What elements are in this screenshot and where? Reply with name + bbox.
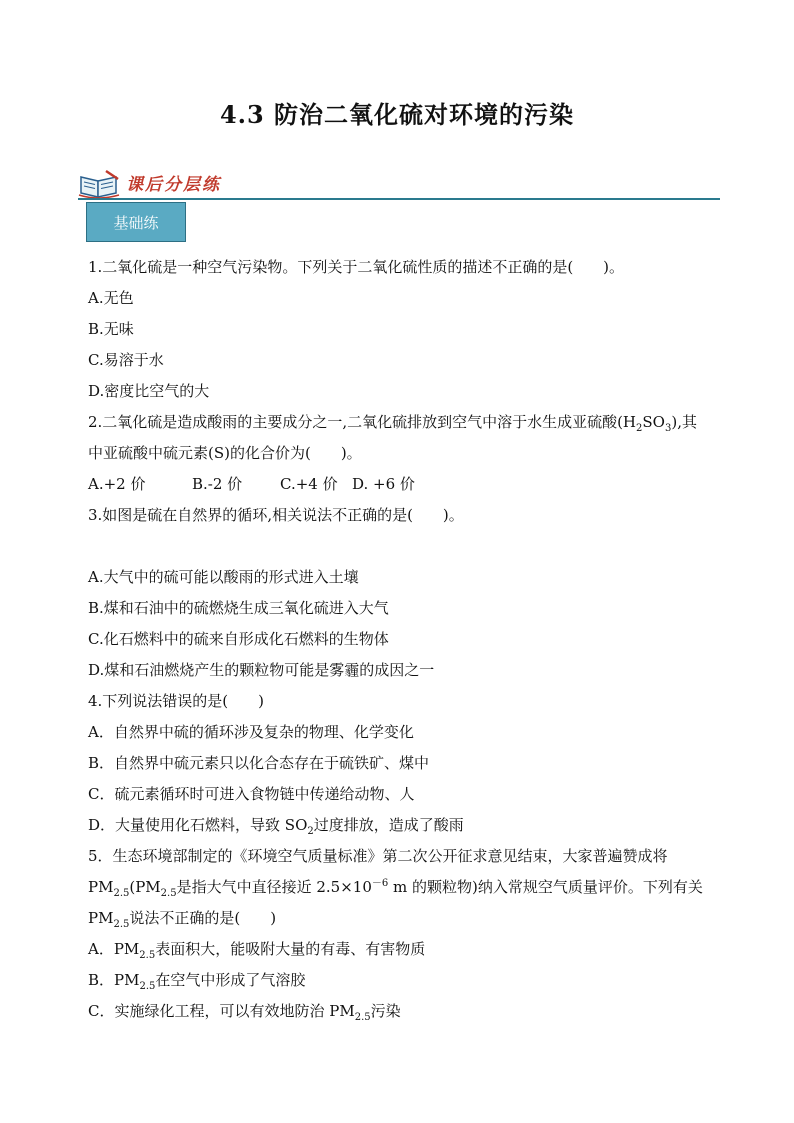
q5-sub: 2.5 — [113, 888, 130, 899]
section-header — [78, 163, 720, 201]
q1-option-d: D.密度比空气的大 — [88, 382, 210, 400]
q2-text: SO — [642, 413, 665, 431]
book-icon — [78, 169, 120, 199]
q3-option-b: B.煤和石油中的硫燃烧生成三氧化硫进入大气 — [88, 599, 389, 617]
q3-option-c: C.化石燃料中的硫来自形成化石燃料的生物体 — [88, 630, 389, 648]
q2-sub: 2 — [636, 423, 643, 434]
q5-stem-line1: 5．生态环境部制定的《环境空气质量标准》第二次公开征求意见结束，大家普遍赞成将 — [88, 847, 668, 865]
q5-text: PM — [88, 878, 114, 896]
q2-option-c: C.+4 价 — [280, 475, 338, 493]
q4-option-b: B．自然界中硫元素只以化合态存在于硫铁矿、煤中 — [88, 754, 430, 772]
q5-text: (PM — [129, 878, 161, 896]
q2-option-d: D. +6 价 — [352, 475, 415, 493]
q5-text: m 的颗粒物)纳入常规空气质量评价。下列有关 — [388, 878, 703, 896]
q5-text: 是指大气中直径接近 2.5×10 — [176, 878, 372, 896]
page-title: 4.3 防治二氧化硫对环境的污染 — [219, 100, 575, 129]
q2-options — [88, 469, 728, 500]
q5-option-a — [88, 934, 728, 965]
q4-option-c: C．硫元素循环时可进入食物链中传递给动物、人 — [88, 785, 415, 803]
q1-option-c: C.易溶于水 — [88, 351, 164, 369]
q5-text: 在空气中形成了气溶胶 — [155, 971, 306, 989]
q4-text: D．大量使用化石燃料，导致 SO — [88, 816, 308, 834]
q3-figure-space — [88, 531, 728, 562]
q2-stem-line2: 中亚硫酸中硫元素(S)的化合价为( )。 — [88, 444, 362, 462]
q2-text: 2.二氧化硫是造成酸雨的主要成分之一,二氧化硫排放到空气中溶于水生成亚硫酸(H — [88, 413, 637, 431]
q1-option-a: A.无色 — [88, 289, 134, 307]
q5-text: C．实施绿化工程，可以有效地防治 PM — [88, 1002, 355, 1020]
q5-option-b — [88, 965, 728, 996]
q2-text: ),其 — [671, 413, 697, 431]
q5-text: 说法不正确的是( ) — [129, 909, 277, 927]
q5-stem-line3 — [88, 903, 728, 934]
q4-sub: 2 — [307, 826, 314, 837]
q5-sub: 2.5 — [354, 1012, 371, 1023]
q5-sub: 2.5 — [139, 950, 156, 961]
q4-stem: 4.下列说法错误的是( ) — [88, 692, 265, 710]
q5-option-c — [88, 996, 728, 1027]
q3-option-d: D.煤和石油燃烧产生的颗粒物可能是雾霾的成因之一 — [88, 661, 435, 679]
q2-stem-line1 — [88, 407, 728, 438]
q5-sub: 2.5 — [160, 888, 177, 899]
q1-stem: 1.二氧化硫是一种空气污染物。下列关于二氧化硫性质的描述不正确的是( )。 — [88, 258, 625, 276]
q3-option-a: A.大气中的硫可能以酸雨的形式进入土壤 — [88, 568, 359, 586]
q4-option-a: A．自然界中硫的循环涉及复杂的物理、化学变化 — [88, 723, 414, 741]
q4-option-d — [88, 810, 728, 841]
q5-sub: 2.5 — [113, 919, 130, 930]
q5-sub: 2.5 — [139, 981, 156, 992]
q2-option-a: A.+2 价 — [88, 475, 146, 493]
tab-basic-practice: 基础练 — [86, 202, 186, 242]
q2-sub: 3 — [664, 423, 672, 434]
q5-sup: －6 — [371, 878, 389, 889]
q5-text: 表面积大，能吸附大量的有毒、有害物质 — [155, 940, 426, 958]
q5-stem-line2 — [88, 872, 728, 903]
q1-option-b: B.无味 — [88, 320, 134, 338]
q3-stem: 3.如图是硫在自然界的循环,相关说法不正确的是( )。 — [88, 506, 464, 524]
question-list — [88, 252, 728, 1027]
section-rule — [78, 198, 720, 200]
q5-text: B．PM — [88, 971, 140, 989]
section-label: 课后分层练 — [126, 175, 221, 195]
q4-text: 过度排放，造成了酸雨 — [313, 816, 464, 834]
q5-text: 污染 — [370, 1002, 401, 1020]
q5-text: A．PM — [88, 940, 140, 958]
q2-option-b: B.-2 价 — [192, 475, 243, 493]
q5-text: PM — [88, 909, 114, 927]
